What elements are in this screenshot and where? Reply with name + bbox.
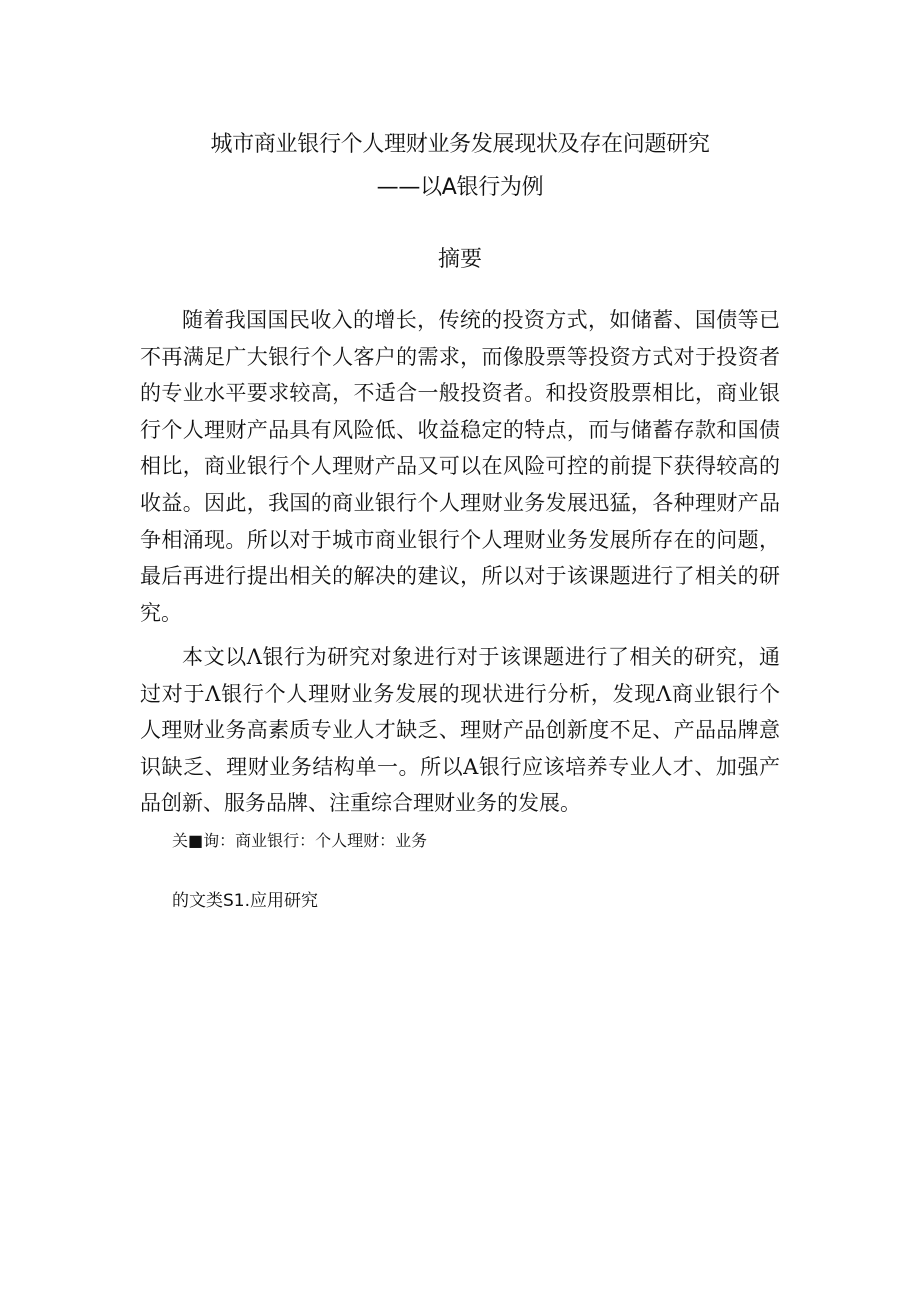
paragraph-line: 人理财业务高素质专业人才缺乏、理财产品创新度不足、产品品牌意 <box>140 718 780 743</box>
document-title: 城市商业银行个人理财业务发展现状及存在问题研究 <box>210 132 710 157</box>
classification-line: 的文类S1.应用研究 <box>172 891 319 911</box>
paragraph-line: 不再满足广大银行个人客户的需求，而像股票等投资方式对于投资者 <box>140 344 780 369</box>
paragraph-line: 相比，商业银行个人理财产品又可以在风险可控的前提下获得较高的 <box>140 454 780 479</box>
abstract-paragraph-2 <box>140 639 780 822</box>
paragraph-line: 随着我国国民收入的增长，传统的投资方式，如储蓄、国债等已 <box>182 308 780 332</box>
keywords-line: 关■询：商业银行：个人理财：业务 <box>172 831 428 850</box>
paragraph-line: 最后再进行提出相关的解决的建议，所以对于该课题进行了相关的研 <box>140 564 780 589</box>
abstract-heading: 摘要 <box>437 247 482 272</box>
paragraph-line: 过对于Λ银行个人理财业务发展的现状进行分析，发现Λ商业银行个 <box>140 681 780 706</box>
paragraph-line: 本文以Λ银行为研究对象进行对于该课题进行了相关的研究，通 <box>182 645 780 669</box>
paragraph-line: 究。 <box>140 600 182 625</box>
paragraph-line: 品创新、服务品牌、注重综合理财业务的发展。 <box>140 791 581 816</box>
paragraph-line: 行个人理财产品具有风险低、收益稳定的特点，而与储蓄存款和国债 <box>140 417 780 442</box>
paragraph-line: 识缺乏、理财业务结构单一。所以A银行应该培养专业人才、加强产 <box>140 754 780 779</box>
paragraph-line: 的专业水平要求较高，不适合一般投资者。和投资股票相比，商业银 <box>140 381 780 406</box>
paragraph-line: 收益。因此，我国的商业银行个人理财业务发展迅猛，各种理财产品 <box>140 490 780 515</box>
paragraph-line: 争相涌现。所以对于城市商业银行个人理财业务发展所存在的问题， <box>140 527 780 552</box>
document-subtitle: ——以A银行为例 <box>376 175 544 200</box>
abstract-paragraph-1 <box>140 302 780 631</box>
